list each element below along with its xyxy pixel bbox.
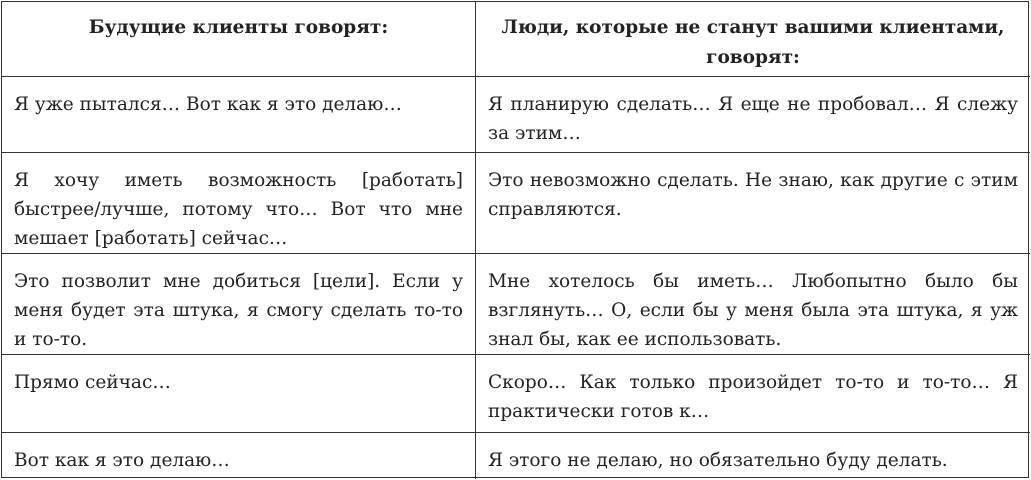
table-cell-future: Это позволит мне добиться [цели]. Если у меня будет эта штука, я смогу сделать то-то и то-то. — [2, 254, 476, 355]
header-non-clients: Люди, которые не станут вашими клиентами, говорят: — [476, 2, 1030, 77]
table-cell-non-client: Скоро… Как только произойдет то-то и то-то… Я практически готов к… — [476, 355, 1030, 433]
table-cell-non-client: Мне хотелось бы иметь… Любопытно было бы взглянуть… О, если бы у меня была эта штука, я уж знал бы, как ее использовать. — [476, 254, 1030, 355]
table-cell-future: Я хочу иметь возможность [работать] быстрее/лучше, потому что… Вот что мне мешает [работать] сейчас… — [2, 153, 476, 254]
header-future-clients: Будущие клиенты говорят: — [2, 2, 476, 77]
table-cell-non-client: Это невозможно сделать. Не знаю, как другие с этим справляются. — [476, 153, 1030, 254]
table-cell-future: Вот как я это делаю… — [2, 433, 476, 479]
table-cell-non-client: Я этого не делаю, но обязательно буду делать. — [488, 450, 948, 471]
comparison-table — [1, 1, 1029, 478]
table-cell-future: Прямо сейчас… — [2, 355, 476, 433]
table-cell-non-client: Я планирую сделать… Я еще не пробовал… Я слежу за этим… — [476, 77, 1030, 153]
table-cell-future: Я уже пытался… Вот как я это делаю… — [2, 77, 476, 153]
